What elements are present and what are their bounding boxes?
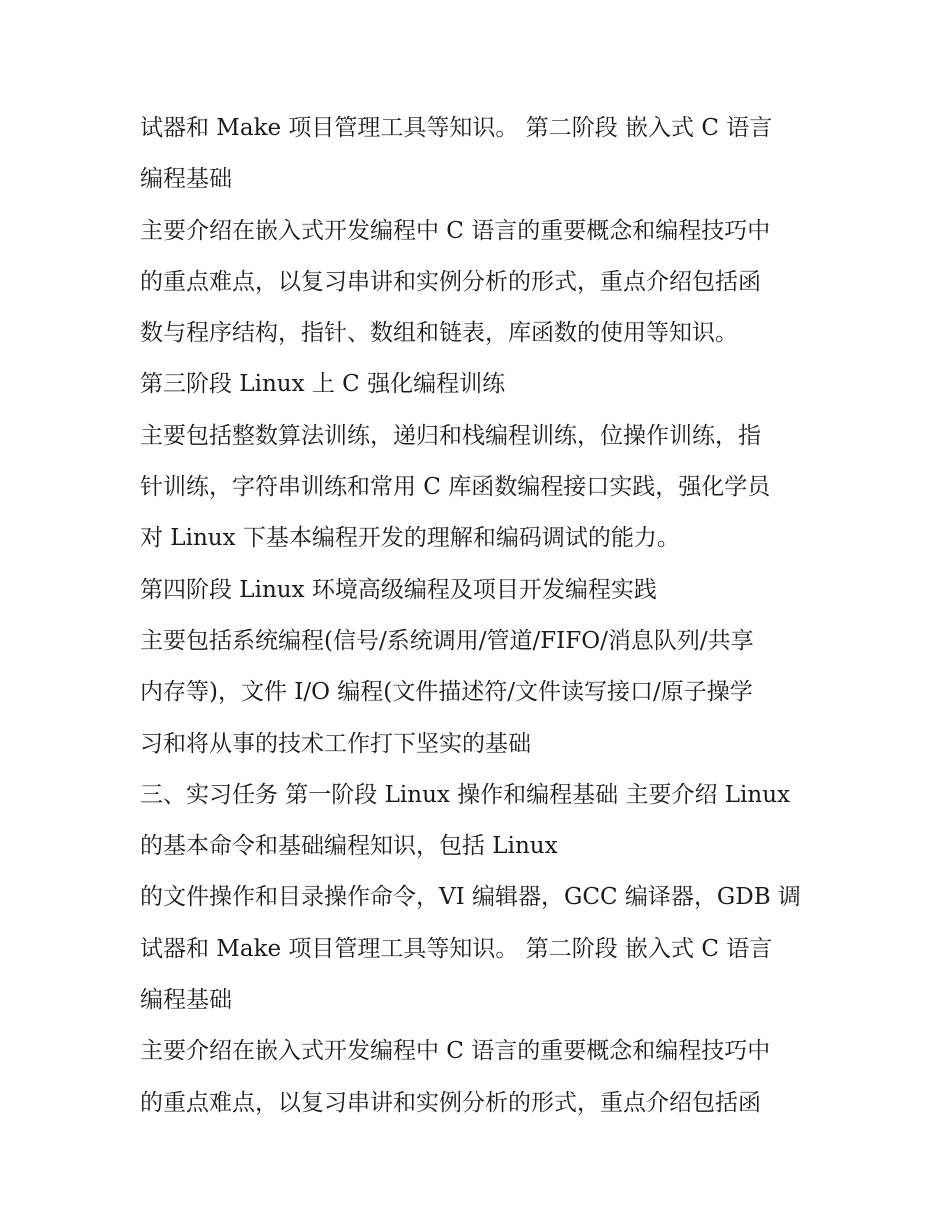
document-body bbox=[140, 103, 820, 1129]
text-line: 主要包括整数算法训练，递归和栈编程训练，位操作训练，指 bbox=[140, 422, 761, 449]
text-line: 主要介绍在嵌入式开发编程中 C 语言的重要概念和编程技巧中 bbox=[140, 217, 771, 244]
text-line: 主要介绍在嵌入式开发编程中 C 语言的重要概念和编程技巧中 bbox=[140, 1038, 771, 1065]
text-line: 编程基础 bbox=[140, 166, 232, 193]
text-line: 的基本命令和基础编程知识，包括 Linux bbox=[140, 833, 558, 860]
text-line: 试器和 Make 项目管理工具等知识。 第二阶段 嵌入式 C 语言 bbox=[140, 935, 773, 962]
text-line: 主要包括系统编程(信号/系统调用/管道/FIFO/消息队列/共享 bbox=[140, 627, 754, 654]
text-line: 针训练，字符串训练和常用 C 库函数编程接口实践，强化学员 bbox=[140, 474, 771, 501]
text-line: 的文件操作和目录操作命令，VI 编辑器，GCC 编译器，GDB 调 bbox=[140, 884, 801, 911]
text-line: 的重点难点，以复习串讲和实例分析的形式，重点介绍包括函 bbox=[140, 268, 761, 295]
section-heading-line: 第四阶段 Linux 环境高级编程及项目开发编程实践 bbox=[140, 576, 657, 603]
text-line: 数与程序结构，指针、数组和链表，库函数的使用等知识。 bbox=[140, 320, 738, 347]
text-line: 习和将从事的技术工作打下坚实的基础 bbox=[140, 730, 531, 757]
text-line: 编程基础 bbox=[140, 987, 232, 1014]
text-line: 内存等)，文件 I/O 编程(文件描述符/文件读写接口/原子操学 bbox=[140, 679, 753, 706]
text-line: 对 Linux 下基本编程开发的理解和编码调试的能力。 bbox=[140, 525, 680, 552]
text-line: 的重点难点，以复习串讲和实例分析的形式，重点介绍包括函 bbox=[140, 1089, 761, 1116]
section-heading-line: 三、实习任务 第一阶段 Linux 操作和编程基础 主要介绍 Linux bbox=[140, 781, 791, 808]
text-line: 试器和 Make 项目管理工具等知识。 第二阶段 嵌入式 C 语言 bbox=[140, 115, 773, 141]
section-heading-line: 第三阶段 Linux 上 C 强化编程训练 bbox=[140, 371, 506, 398]
